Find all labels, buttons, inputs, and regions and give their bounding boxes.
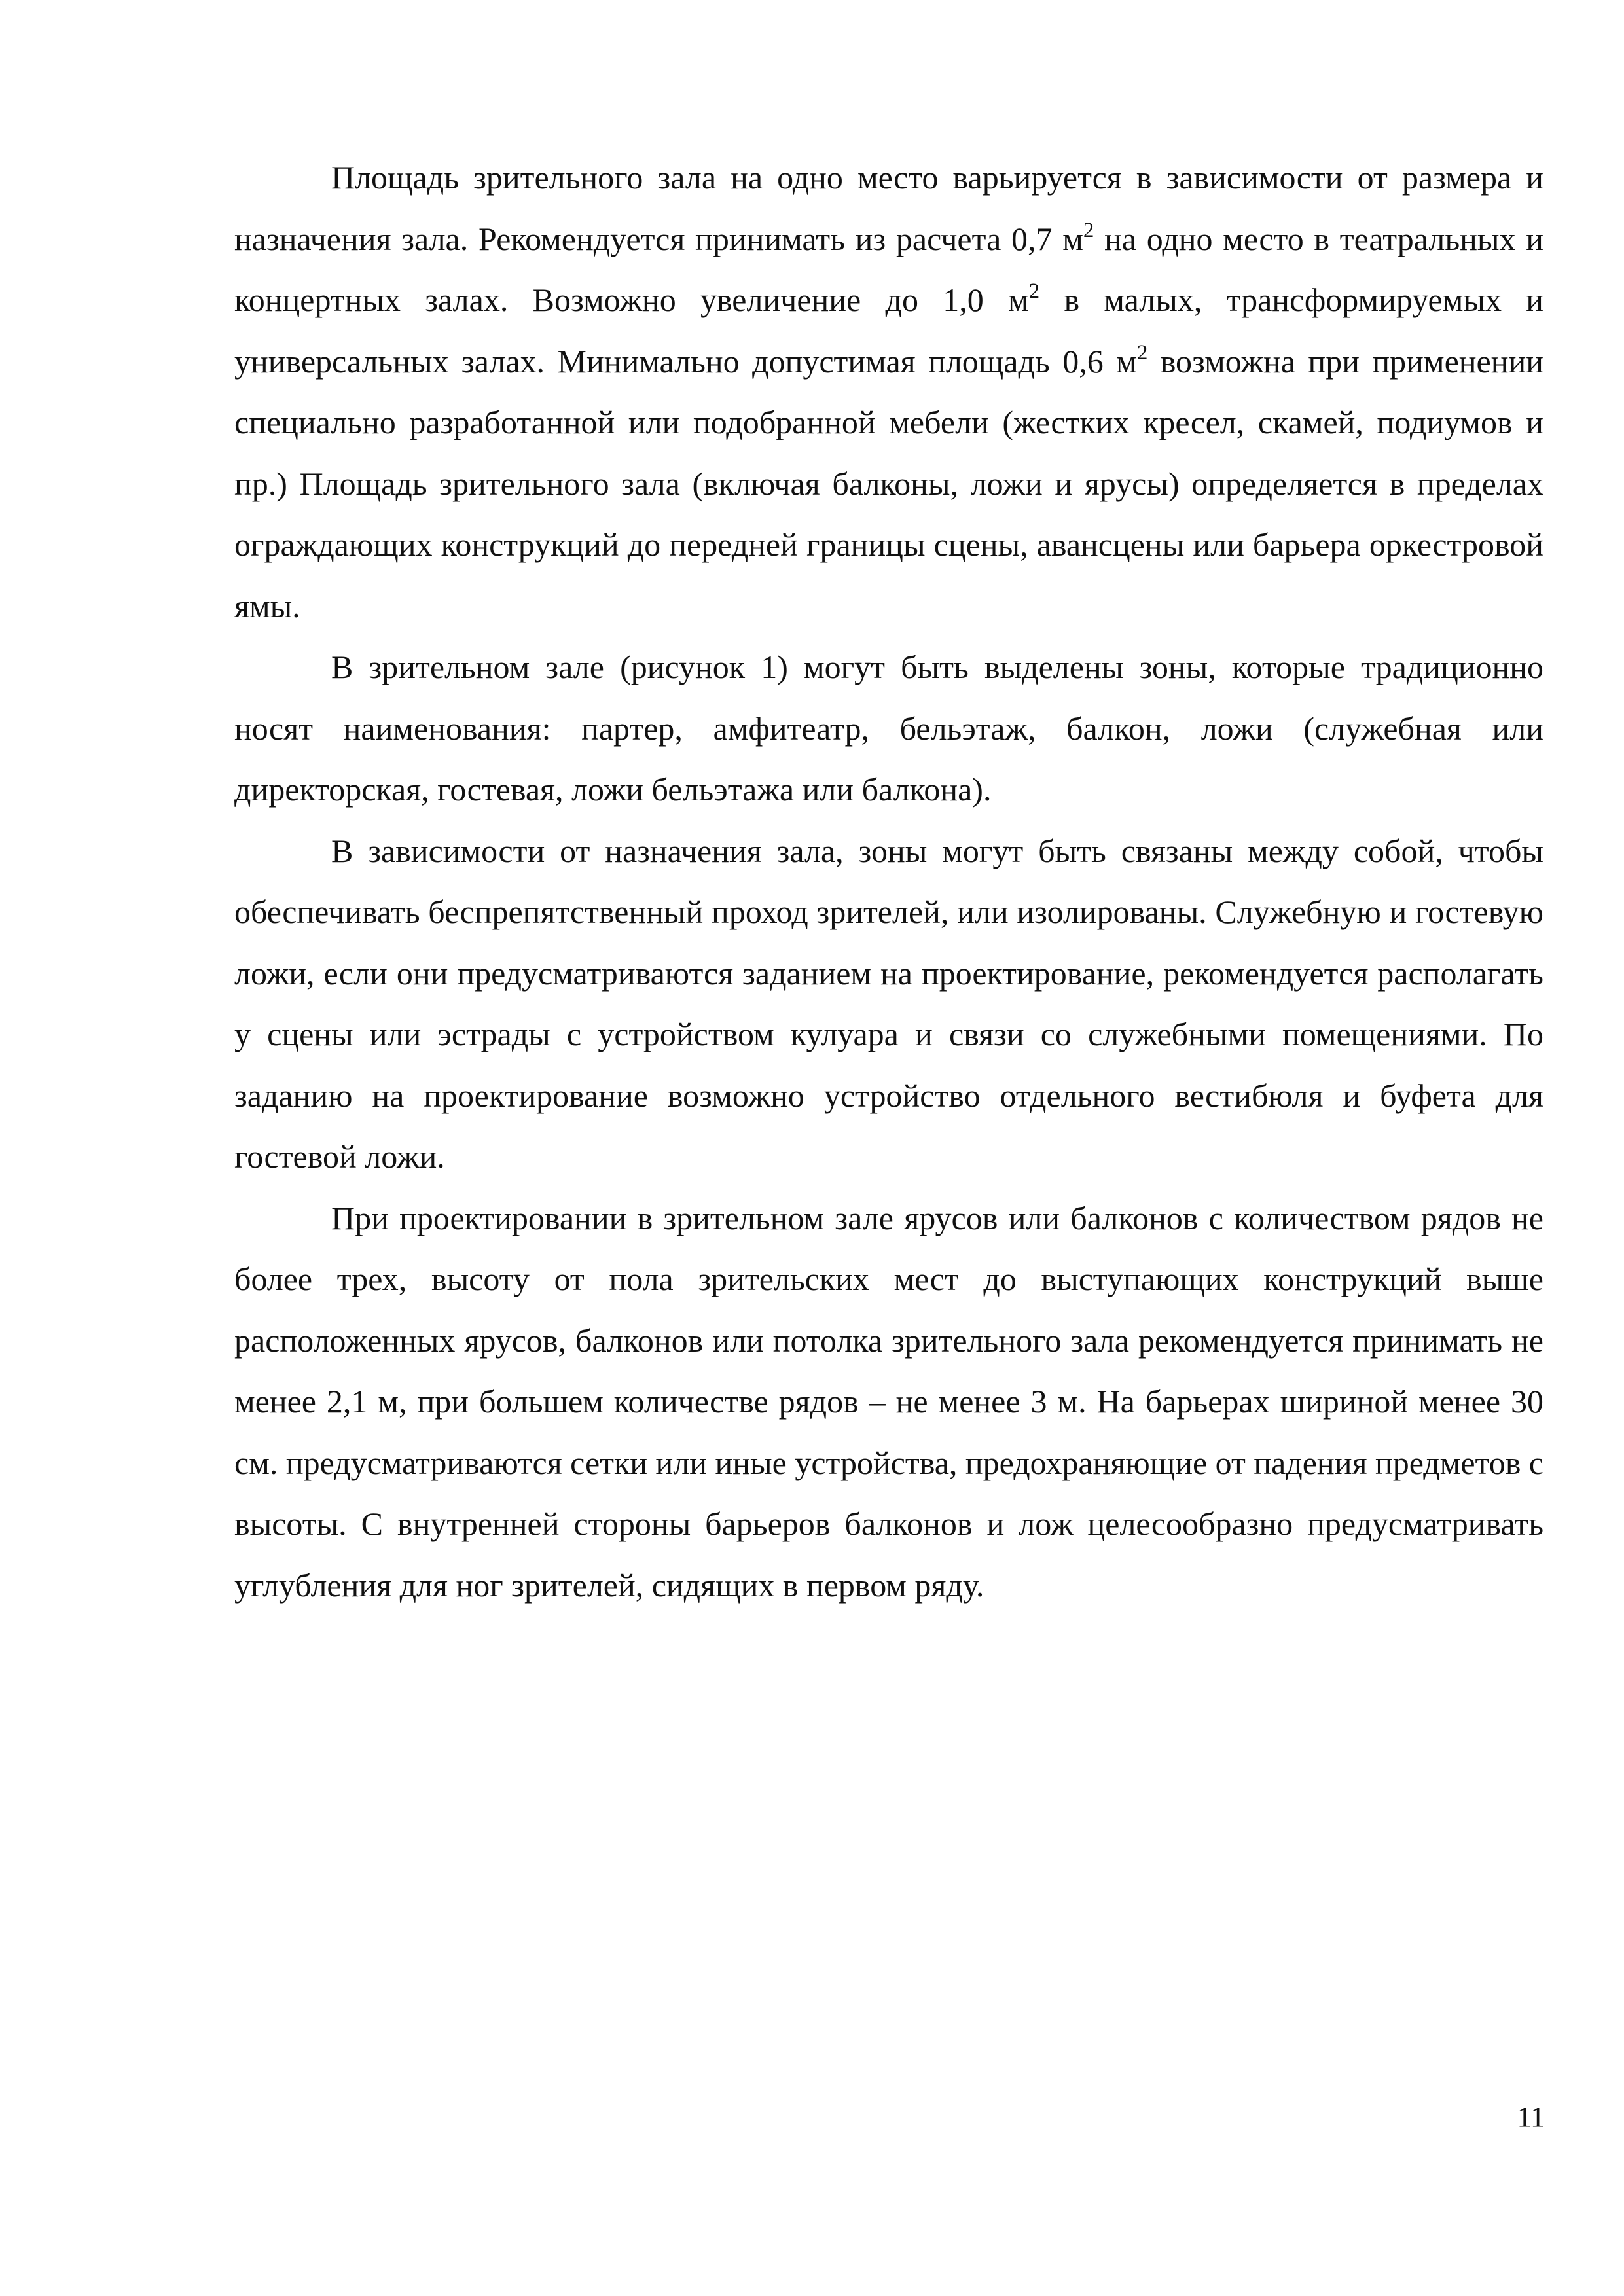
superscript-square: 2 — [1028, 279, 1040, 303]
page-number: 11 — [1517, 2101, 1545, 2133]
paragraph-tier-height: При проектировании в зрительном зале ярусов или балконов с количеством рядов не более трех, высоту от пола зрительских мест до выступающих конструкций выше расположенных ярусов, балконов или потолка зрительного зала рекомендуется принимать не менее 2,1 м, при большем количестве рядов – не менее 3 м. На барьерах шириной менее 30 см. предусматриваются сетки или иные устройства, предохраняющие от падения предметов с высоты. С внутренней стороны барьеров балконов и лож целесообразно предусматривать углубления для ног зрителей, сидящих в первом ряду. — [234, 1199, 1543, 1604]
paragraph-hall-zones: В зрительном зале (рисунок 1) могут быть выделены зоны, которые традиционно носят наименования: партер, амфитеатр, бельэтаж, балкон, ложи (служебная или директорская, гостевая, ложи бельэтажа или балкона). — [234, 649, 1543, 808]
superscript-square: 2 — [1136, 340, 1148, 365]
text-segment: возможна при применении специально разработанной или подобранной мебели (жестких кресел, скамей, подиумов и пр.) Площадь зрительного зала (включая балконы, ложи и ярусы) определяется в пределах ограждающих конструкций до передней границы сцены, авансцены или барьера оркестровой ямы. — [234, 342, 1543, 624]
text-segment: Площадь зрительного зала на одно место варьируется в зависимости от размера и назначения зала. Рекомендуется принимать из расчета 0,7 м — [234, 159, 1543, 257]
text-segment: на одно место в театральных и концертных залах. Возможно увеличение до 1,0 м — [234, 220, 1543, 318]
paragraph-zone-connections: В зависимости от назначения зала, зоны могут быть связаны между собой, чтобы обеспечивать беспрепятственный проход зрителей, или изолированы. Служебную и гостевую ложи, если они предусматриваются заданием на проектирование, рекомендуется располагать у сцены или эстрады с устройством кулуара и связи со служебными помещениями. По заданию на проектирование возможно устройство отдельного вестибюля и буфета для гостевой ложи. — [234, 832, 1543, 1175]
body-text — [234, 147, 1543, 1616]
superscript-square: 2 — [1083, 218, 1094, 242]
paragraph-seating-area — [234, 147, 1543, 637]
text-segment: в малых, трансформируемых и универсальных залах. Минимально допустимая площадь 0,6 м — [234, 281, 1544, 380]
